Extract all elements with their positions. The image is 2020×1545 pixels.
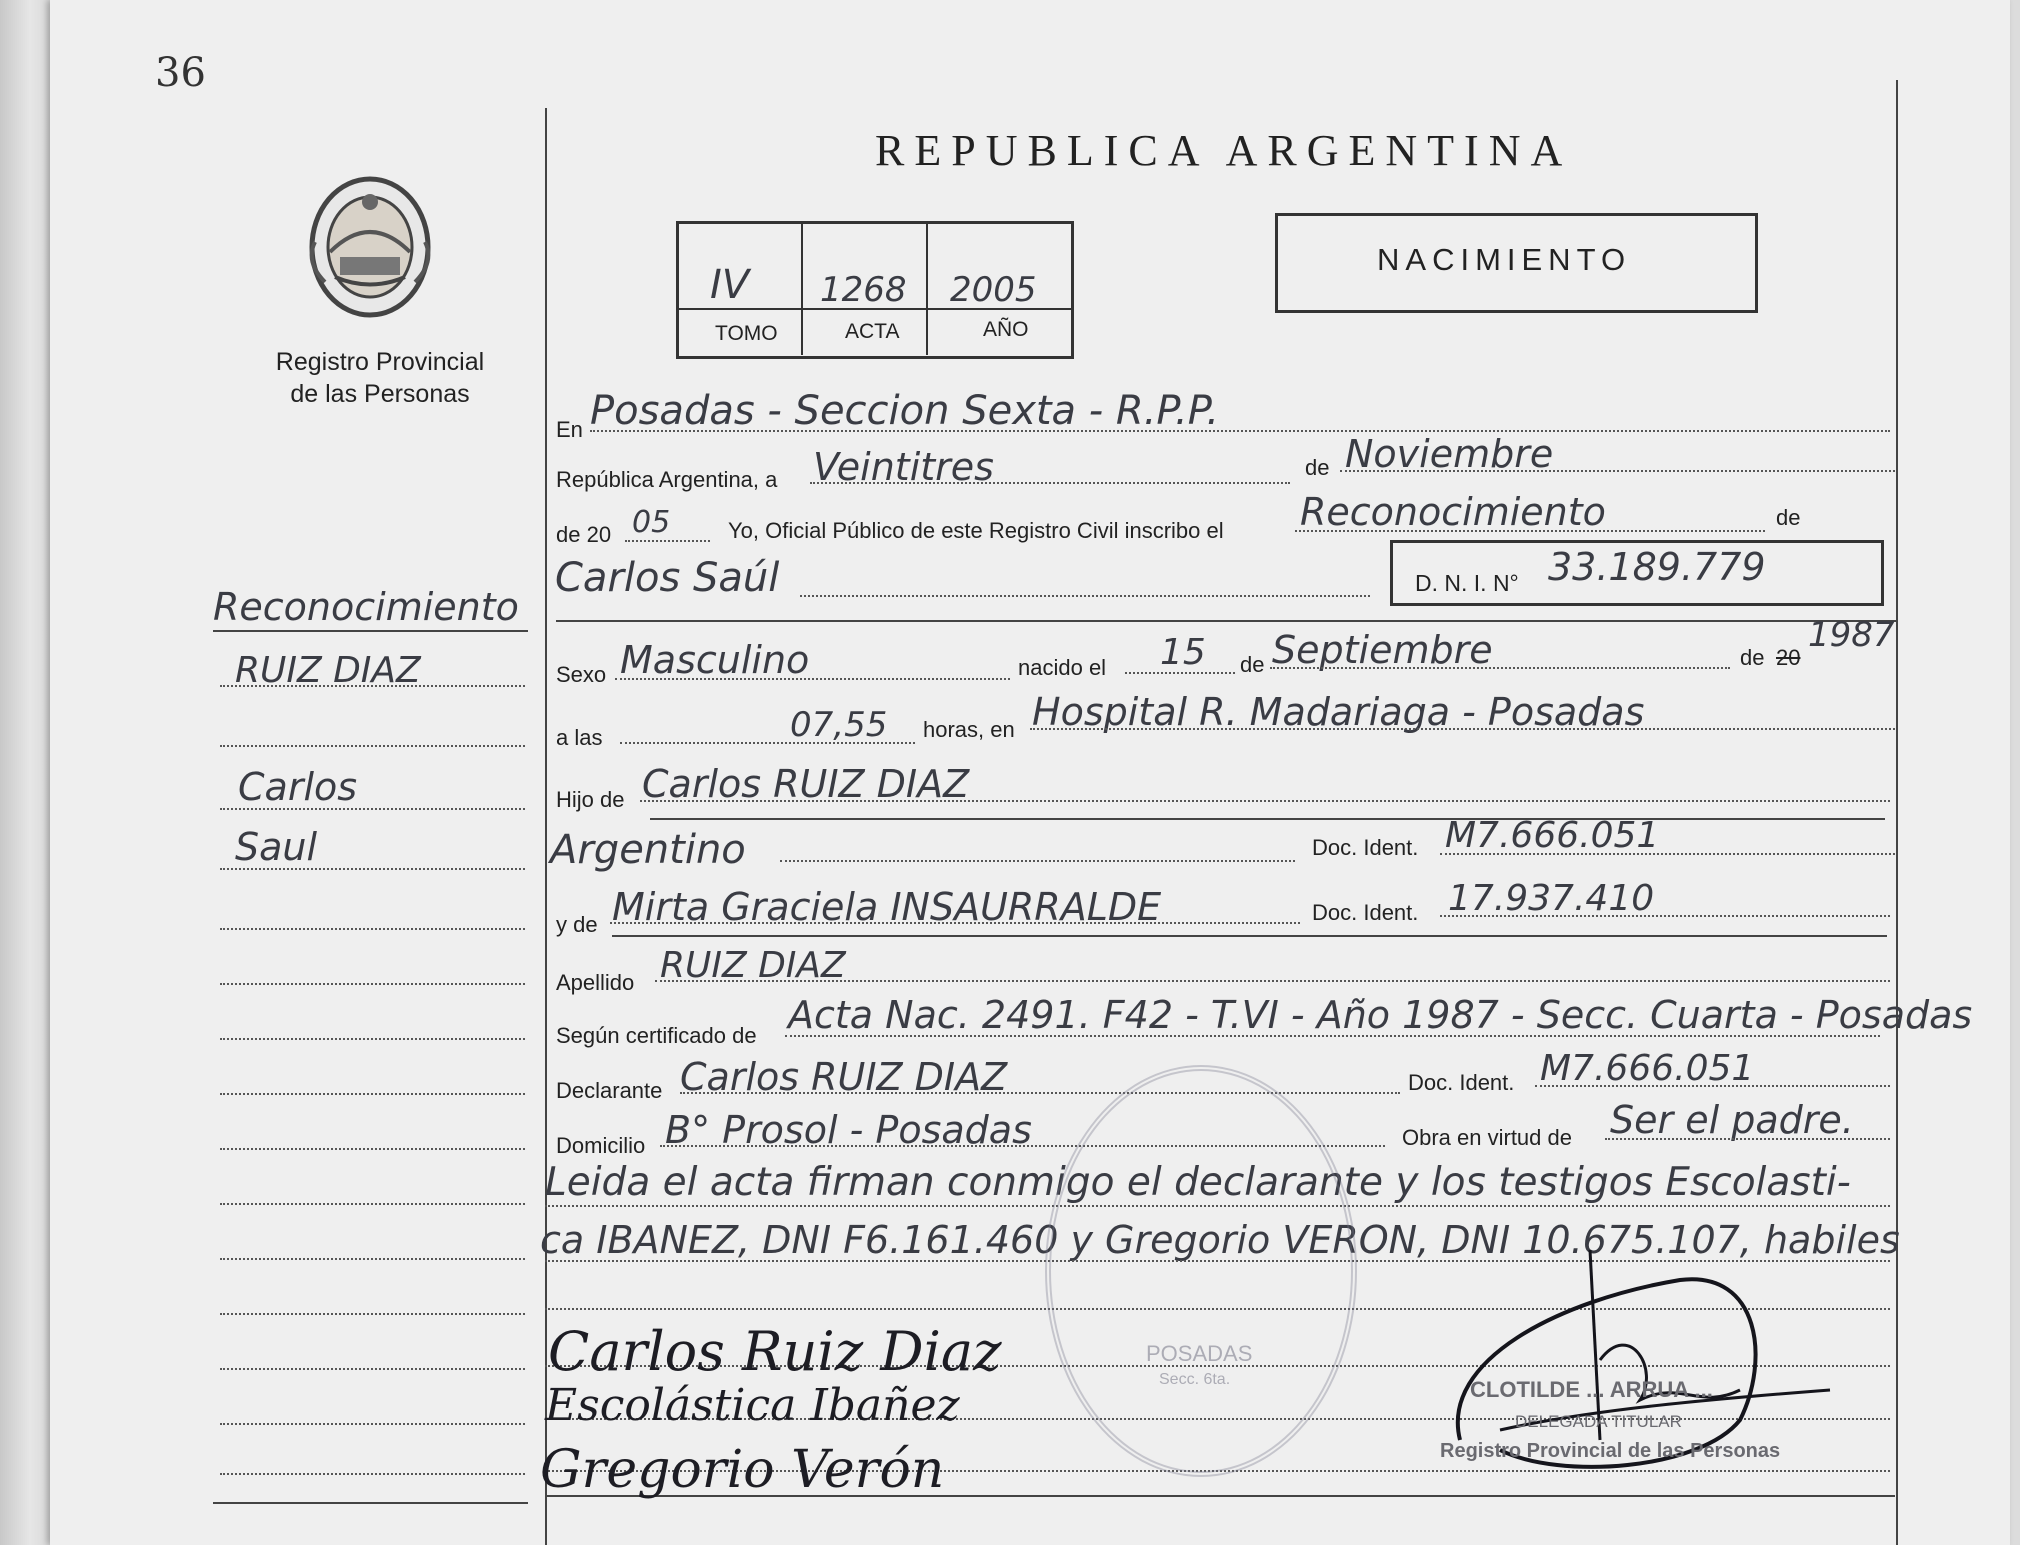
de-label-2: de: [1776, 505, 1801, 530]
misiones-coat-of-arms-icon: [305, 172, 435, 322]
nacido-day: 15: [1160, 632, 1206, 673]
declarante-doc-line: [1535, 1085, 1890, 1087]
madre-value: Mirta Graciela INSAURRALDE: [612, 885, 1162, 929]
hijo-label: Hijo de: [556, 787, 625, 812]
seal-center: POSADAS: [1146, 1341, 1253, 1366]
ref-divider-1: [801, 222, 803, 355]
republica-label: República Argentina, a: [556, 467, 778, 492]
yde-label: y de: [556, 912, 598, 937]
segun-value: Acta Nac. 2491. F42 - T.VI - Año 1987 - Secc. Cuarta - Posadas: [788, 993, 1973, 1037]
declarante-value: Carlos RUIZ DIAZ: [680, 1055, 1008, 1099]
registry-label-line2: de las Personas: [290, 380, 470, 408]
official-stamp-registry: Registro Provincial de las Personas: [1440, 1440, 1781, 1462]
sexo-label: Sexo: [556, 662, 607, 687]
dni-value: 33.189.779: [1548, 545, 1766, 589]
margin-dots-6: [220, 983, 525, 985]
segun-label: Según certificado de: [556, 1023, 757, 1048]
dni-label: D. N. I. N°: [1415, 570, 1519, 596]
margin-dots-15: [220, 1473, 525, 1475]
margin-bottom-line: [213, 1502, 528, 1504]
tomo-value: IV: [710, 262, 750, 308]
doc-label: Doc. Ident.: [1312, 835, 1419, 860]
en-line: [590, 430, 1890, 432]
sexo-value: Masculino: [620, 638, 810, 682]
madre-doc-line: [1440, 915, 1890, 917]
margin-dots-11: [220, 1258, 525, 1260]
margin-name1: Carlos: [238, 765, 358, 809]
month-line: [1340, 470, 1895, 472]
padre-underline: [650, 818, 1885, 820]
signature-declarante: Carlos Ruiz Diaz: [548, 1320, 1002, 1383]
declarante-line: [680, 1092, 1400, 1094]
margin-dots-1: [220, 685, 525, 687]
margin-dots-14: [220, 1423, 525, 1425]
madre-underline: [612, 935, 1887, 937]
domicilio-value: B° Prosol - Posadas: [665, 1108, 1032, 1152]
de20-label: de 20: [556, 522, 612, 547]
apellido-line: [655, 980, 1890, 982]
padre-nac-value: Argentino: [550, 827, 746, 873]
document-title: REPUBLICA ARGENTINA: [875, 126, 1573, 175]
hora-line: [620, 742, 915, 744]
month-value: Noviembre: [1345, 432, 1554, 476]
apellido-label: Apellido: [556, 970, 635, 995]
margin-dots-9: [220, 1148, 525, 1150]
person-line: [800, 595, 1370, 597]
declarante-doc-value: M7.666.051: [1540, 1048, 1755, 1089]
person-value: Carlos Saúl: [555, 555, 780, 601]
margin-dots-13: [220, 1368, 525, 1370]
nacido-day-line: [1125, 672, 1235, 674]
margin-dots-12: [220, 1313, 525, 1315]
lugar-value: Hospital R. Madariaga - Posadas: [1032, 690, 1645, 734]
en-label: En: [556, 417, 583, 442]
padre-nac-line: [780, 860, 1295, 862]
margin-name2: Saul: [235, 825, 318, 869]
doc-label-2: Doc. Ident.: [1312, 900, 1419, 925]
seal-sub: Secc. 6ta.: [1159, 1371, 1231, 1388]
padre-doc-line: [1440, 853, 1895, 855]
margin-dots-10: [220, 1203, 525, 1205]
apellido-value: RUIZ DIAZ: [660, 945, 846, 986]
leida-line-2: ca IBANEZ, DNI F6.161.460 y Gregorio VERON, DNI 10.675.107, habiles: [540, 1218, 1900, 1262]
sexo-line: [615, 678, 1010, 680]
page-edge: [0, 0, 50, 1545]
registry-label: [255, 346, 505, 410]
margin-dots-3: [220, 808, 525, 810]
madre-line: [610, 922, 1300, 924]
nacido-month: Septiembre: [1272, 628, 1493, 672]
margin-dots-5: [220, 928, 525, 930]
padre-line: [640, 800, 1890, 802]
anio-value: 2005: [950, 270, 1037, 310]
day-line: [810, 482, 1290, 484]
year-value: 05: [632, 505, 671, 540]
anio-label: AÑO: [983, 318, 1029, 341]
obra-label: Obra en virtud de: [1402, 1125, 1572, 1150]
signature-witness-1: Escolástica Ibañez: [545, 1380, 960, 1431]
obra-value: Ser el padre.: [1610, 1098, 1854, 1142]
margin-dots-4: [220, 868, 525, 870]
record-type: NACIMIENTO: [1377, 242, 1632, 277]
de-label: de: [1305, 455, 1330, 480]
lugar-line: [1030, 728, 1895, 730]
obra-line: [1605, 1138, 1890, 1140]
madre-doc-value: 17.937.410: [1448, 878, 1655, 919]
printed-20: 20: [1776, 645, 1801, 670]
inscribo-value: Reconocimiento: [1300, 490, 1606, 534]
padre-doc-value: M7.666.051: [1445, 815, 1660, 856]
doc-label-3: Doc. Ident.: [1408, 1070, 1515, 1095]
margin-dots-7: [220, 1038, 525, 1040]
official-seal: [1045, 1065, 1357, 1477]
acta-value: 1268: [820, 270, 907, 310]
ref-divider-2: [926, 222, 928, 355]
day-value: Veintitres: [813, 445, 994, 489]
oficial-label: Yo, Oficial Público de este Registro Civil inscribo el: [728, 518, 1224, 543]
padre-value: Carlos RUIZ DIAZ: [642, 762, 970, 806]
declarante-label: Declarante: [556, 1078, 663, 1103]
nacido-label: nacido el: [1018, 655, 1107, 680]
margin-dots-8: [220, 1093, 525, 1095]
left-column-divider: [545, 108, 547, 1545]
de-label-3: de: [1240, 652, 1265, 677]
registry-label-line1: Registro Provincial: [275, 348, 485, 376]
leida-line-1: Leida el acta firman conmigo el declarante y los testigos Escolasti-: [545, 1160, 1851, 1205]
nacido-month-line: [1270, 667, 1730, 669]
acta-label: ACTA: [845, 320, 900, 343]
margin-note: Reconocimiento: [213, 585, 519, 629]
horas-label: horas, en: [923, 717, 1015, 742]
official-stamp-name: CLOTILDE ... ARRUA ...: [1470, 1377, 1713, 1402]
right-margin-line: [1896, 80, 1898, 1545]
section-divider-1: [556, 620, 1896, 622]
de-label-4: de: [1740, 645, 1765, 670]
alas-label: a las: [556, 725, 603, 750]
margin-surname: RUIZ DIAZ: [235, 650, 421, 691]
segun-line: [785, 1035, 1880, 1037]
tomo-label: TOMO: [715, 322, 778, 345]
domicilio-label: Domicilio: [556, 1133, 646, 1158]
margin-line-1: [213, 630, 528, 632]
hora-value: 07,55: [790, 705, 888, 745]
margin-dots-2: [220, 745, 525, 747]
seal-ring-text: [1045, 1040, 1345, 1054]
year-line: [625, 540, 710, 542]
page-number: 36: [155, 50, 206, 96]
nacido-year: 1987: [1808, 615, 1895, 655]
official-stamp-title: DELEGADA TITULAR: [1515, 1412, 1682, 1431]
en-value: Posadas - Seccion Sexta - R.P.P.: [590, 388, 1220, 434]
inscribo-line: [1295, 530, 1765, 532]
signature-witness-2: Gregorio Verón: [540, 1440, 945, 1500]
